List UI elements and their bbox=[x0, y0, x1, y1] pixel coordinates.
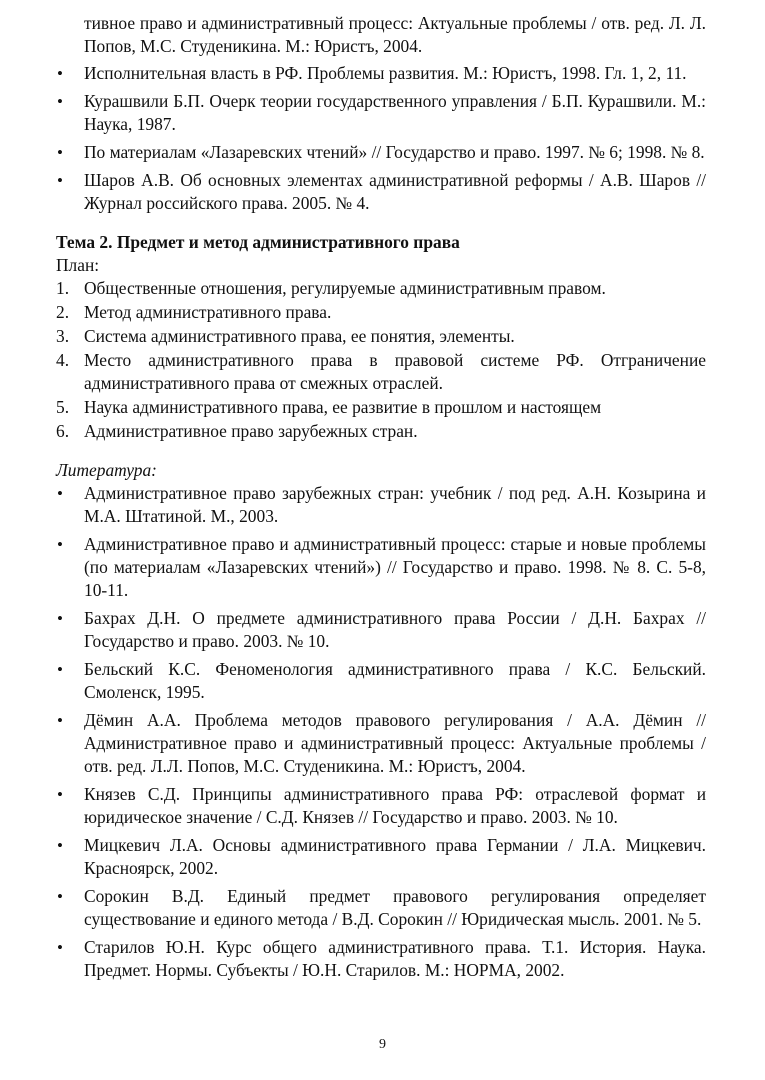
plan-item-number: 6. bbox=[56, 421, 70, 441]
plan-item-number: 2. bbox=[56, 302, 70, 322]
page-number: 9 bbox=[379, 1037, 386, 1052]
list-item: • Административное право и административный процесс: старые и новые проблемы (по материалам «Лазаревских чтений») // Государство и право. 1998. № 8. С. 5-8, 10-11. bbox=[56, 533, 706, 602]
plan-item-text: Административное право зарубежных стран. bbox=[84, 421, 418, 441]
plan-item bbox=[56, 349, 706, 395]
list-item: • Сорокин В.Д. Единый предмет правового регулирования определяет существование и единого метода / В.Д. Сорокин // Юридическая мысль. 2001. № 5. bbox=[56, 885, 706, 931]
plan-item-text: Наука административного права, ее развитие в прошлом и настоящем bbox=[84, 397, 602, 417]
list-item: • Мицкевич Л.А. Основы административного права Германии / Л.А. Мицкевич. Красноярск, 2002. bbox=[56, 834, 706, 880]
list-item: • Бельский К.С. Феноменология административного права / К.С. Бельский. Смоленск, 1995. bbox=[56, 658, 706, 704]
list-item: • Исполнительная власть в РФ. Проблемы развития. М.: Юристъ, 1998. Гл. 1, 2, 11. bbox=[56, 62, 706, 85]
list-item: • Старилов Ю.Н. Курс общего административного права. Т.1. История. Наука. Предмет. Нормы. Субъекты / Ю.Н. Старилов. М.: НОРМА, 2002. bbox=[56, 936, 706, 982]
topic-title: Тема 2. Предмет и метод административного права bbox=[56, 232, 460, 252]
plan-item bbox=[56, 277, 706, 300]
list-item: • Князев С.Д. Принципы административного права РФ: отраслевой формат и юридическое значение / С.Д. Князев // Государство и право. 2003. № 10. bbox=[56, 783, 706, 829]
list-item: • Дёмин А.А. Проблема методов правового регулирования / А.А. Дёмин // Административное право и административный процесс: Актуальные проблемы / отв. ред. Л.Л. Попов, М.С. Студеникина. М.: Юристъ, 2004. bbox=[56, 709, 706, 778]
plan-item-number: 4. bbox=[56, 350, 70, 370]
plan-item-text: Метод административного права. bbox=[84, 302, 332, 322]
plan-item-text: Общественные отношения, регулируемые административным правом. bbox=[84, 278, 606, 298]
plan-item bbox=[56, 420, 706, 443]
plan-label: План: bbox=[56, 255, 100, 275]
reference-list-top bbox=[56, 62, 706, 215]
literature-label: Литература: bbox=[56, 460, 157, 480]
continued-reference: тивное право и административный процесс: Актуальные проблемы / отв. ред. Л. Л. Попов, М.С. Студеникина. М.: Юристъ, 2004. bbox=[84, 13, 706, 56]
plan-item-number: 5. bbox=[56, 397, 70, 417]
plan-item-text: Система административного права, ее понятия, элементы. bbox=[84, 326, 515, 346]
literature-list bbox=[56, 482, 706, 982]
plan-item-number: 1. bbox=[56, 278, 70, 298]
page-content bbox=[56, 12, 706, 987]
list-item: • Курашвили Б.П. Очерк теории государственного управления / Б.П. Курашвили. М.: Наука, 1987. bbox=[56, 90, 706, 136]
plan-item-number: 3. bbox=[56, 326, 70, 346]
plan-item-text: Место административного права в правовой системе РФ. Отграничение административного права от смежных отраслей. bbox=[84, 350, 706, 393]
plan-list bbox=[56, 277, 706, 443]
list-item: • Бахрах Д.Н. О предмете административного права России / Д.Н. Бахрах // Государство и право. 2003. № 10. bbox=[56, 607, 706, 653]
list-item: • Шаров А.В. Об основных элементах административной реформы / А.В. Шаров // Журнал российского права. 2005. № 4. bbox=[56, 169, 706, 215]
list-item: • По материалам «Лазаревских чтений» // Государство и право. 1997. № 6; 1998. № 8. bbox=[56, 141, 706, 164]
plan-item bbox=[56, 301, 706, 324]
list-item: • Административное право зарубежных стран: учебник / под ред. А.Н. Козырина и М.А. Штатиной. М., 2003. bbox=[56, 482, 706, 528]
plan-item bbox=[56, 325, 706, 348]
plan-item bbox=[56, 396, 706, 419]
